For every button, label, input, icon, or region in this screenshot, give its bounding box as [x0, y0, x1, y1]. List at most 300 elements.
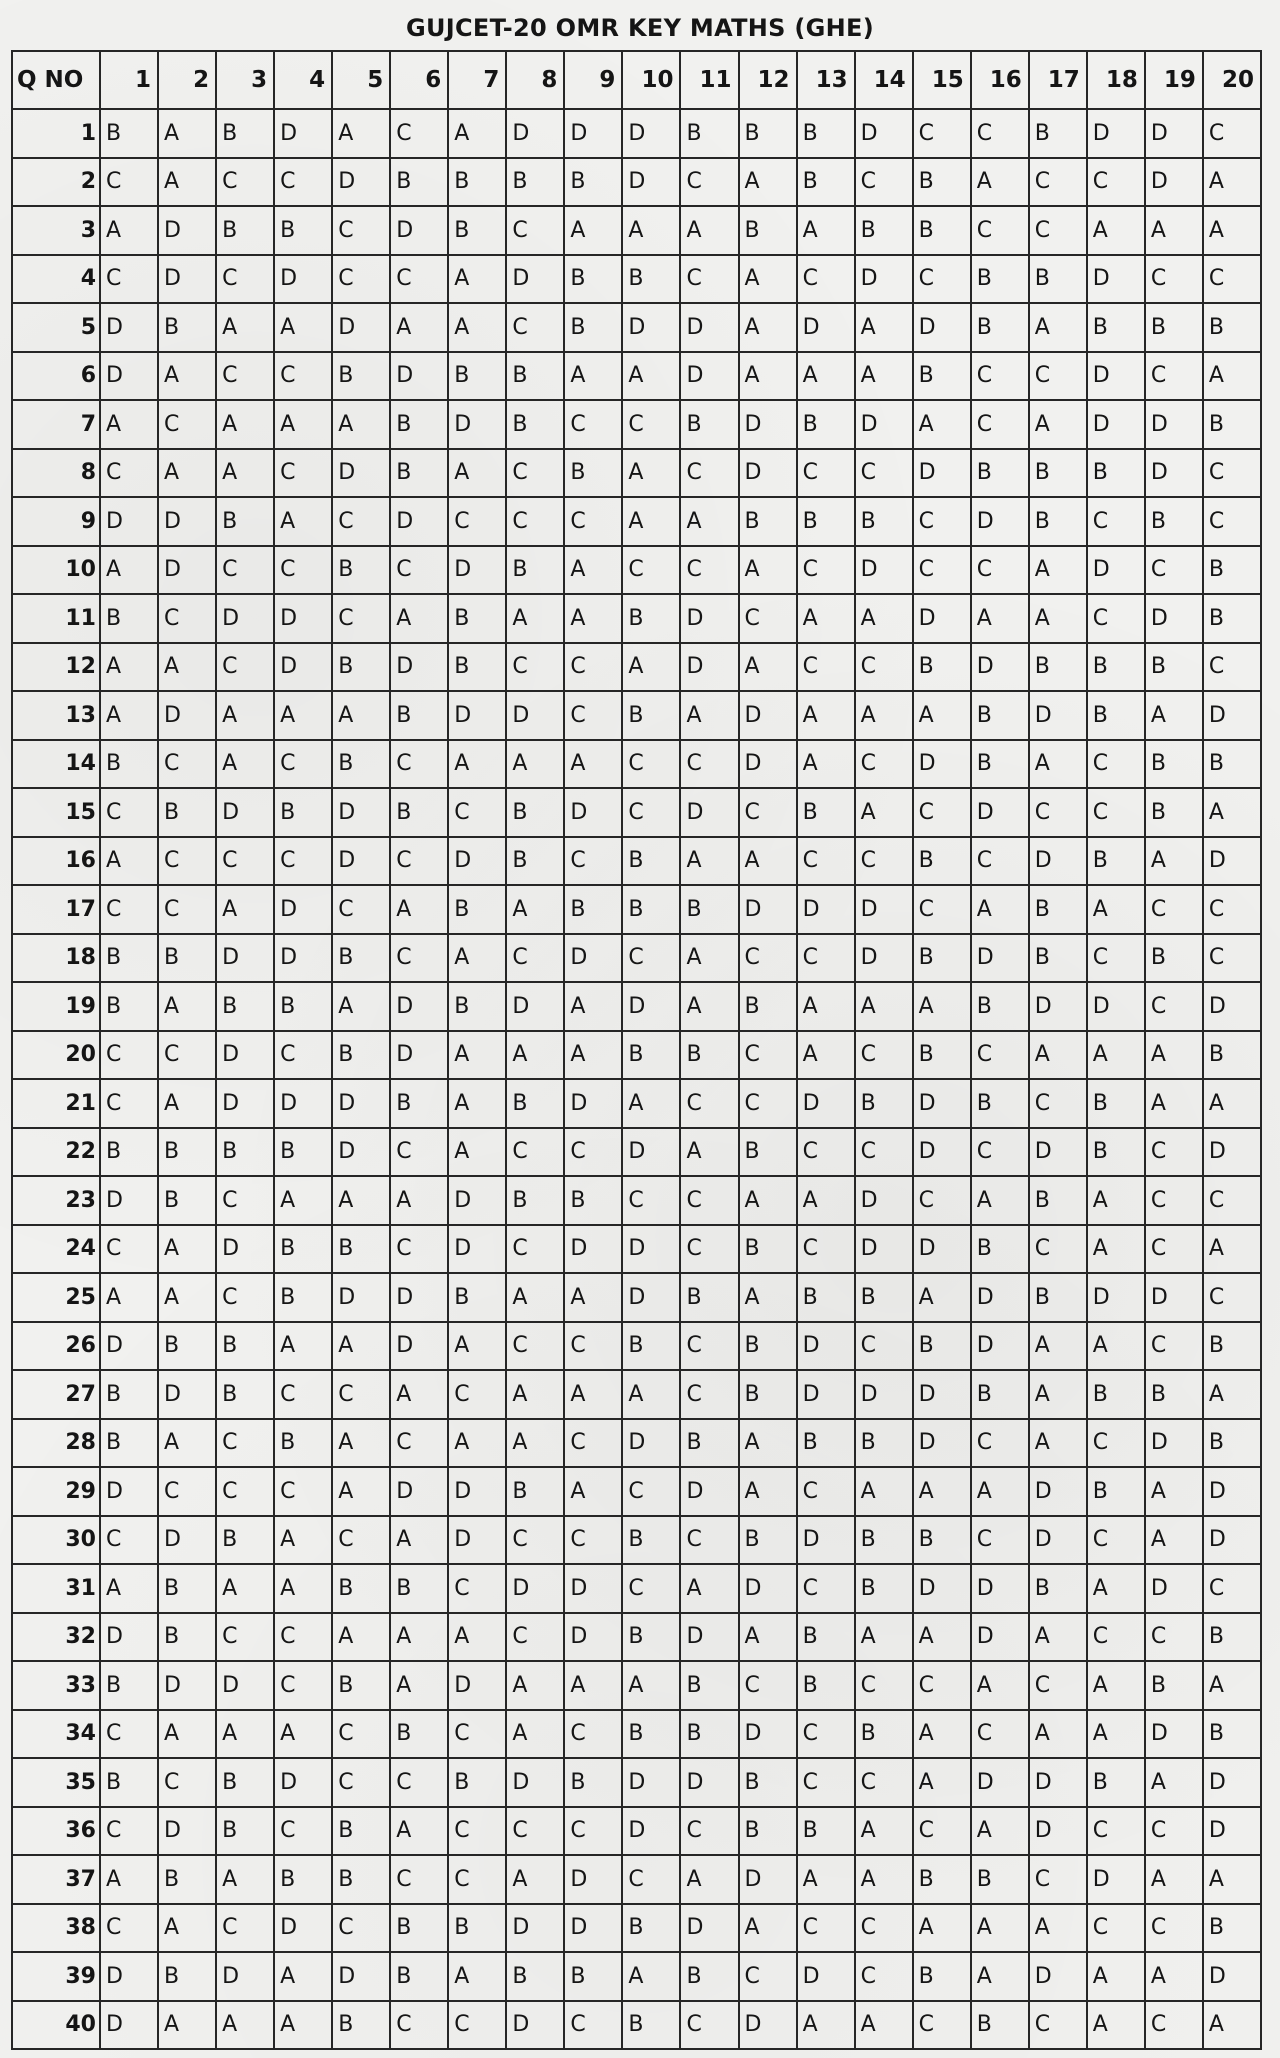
answer-cell: A: [1203, 1079, 1261, 1128]
answer-cell: C: [390, 740, 448, 789]
answer-cell: C: [913, 1661, 971, 1710]
answer-cell: B: [797, 400, 855, 449]
answer-cell: A: [739, 1613, 797, 1662]
answer-cell: B: [216, 206, 274, 255]
answer-cell: A: [274, 1952, 332, 2001]
answer-cell: D: [855, 109, 913, 158]
answer-cell: A: [332, 982, 390, 1031]
answer-cell: C: [216, 546, 274, 595]
answer-cell: A: [1029, 1904, 1087, 1953]
question-number: 5: [12, 303, 100, 352]
answer-cell: B: [448, 352, 506, 401]
answer-cell: C: [622, 1564, 680, 1613]
answer-cell: A: [100, 691, 158, 740]
answer-cell: C: [855, 1128, 913, 1177]
answer-cell: D: [680, 1467, 738, 1516]
answer-cell: A: [564, 594, 622, 643]
answer-cell: D: [855, 1370, 913, 1419]
answer-cell: D: [971, 788, 1029, 837]
answer-cell: B: [622, 1904, 680, 1953]
answer-cell: D: [332, 837, 390, 886]
answer-cell: D: [622, 158, 680, 207]
question-number: 4: [12, 255, 100, 304]
answer-cell: A: [1203, 2001, 1261, 2050]
answer-cell: A: [797, 1176, 855, 1225]
answer-cell: C: [274, 1613, 332, 1662]
answer-cell: C: [274, 1661, 332, 1710]
answer-cell: D: [1087, 352, 1145, 401]
answer-cell: A: [622, 352, 680, 401]
answer-cell: C: [390, 109, 448, 158]
answer-cell: B: [274, 788, 332, 837]
answer-cell: A: [1203, 352, 1261, 401]
table-row: [12, 1176, 1261, 1225]
answer-cell: D: [971, 1322, 1029, 1371]
answer-cell: D: [274, 643, 332, 692]
table-row: [12, 1855, 1261, 1904]
answer-cell: C: [100, 1710, 158, 1759]
answer-cell: C: [680, 1176, 738, 1225]
answer-cell: A: [1029, 1322, 1087, 1371]
answer-cell: B: [1087, 1758, 1145, 1807]
answer-cell: B: [158, 1952, 216, 2001]
question-number: 6: [12, 352, 100, 401]
answer-cell: C: [448, 1370, 506, 1419]
answer-cell: C: [390, 1855, 448, 1904]
answer-cell: B: [100, 109, 158, 158]
answer-cell: C: [506, 643, 564, 692]
answer-cell: C: [1145, 546, 1203, 595]
answer-cell: B: [1087, 1370, 1145, 1419]
set-header-2: 2: [158, 51, 216, 109]
answer-cell: A: [332, 691, 390, 740]
answer-cell: B: [506, 1952, 564, 2001]
answer-cell: C: [855, 837, 913, 886]
answer-cell: A: [680, 837, 738, 886]
answer-cell: B: [913, 1855, 971, 1904]
answer-cell: B: [332, 1564, 390, 1613]
answer-cell: B: [680, 109, 738, 158]
answer-cell: A: [1203, 206, 1261, 255]
answer-cell: C: [216, 643, 274, 692]
answer-cell: C: [1203, 449, 1261, 498]
answer-cell: D: [506, 109, 564, 158]
answer-cell: A: [1145, 206, 1203, 255]
answer-cell: B: [622, 691, 680, 740]
answer-cell: C: [797, 643, 855, 692]
question-number: 31: [12, 1564, 100, 1613]
answer-cell: A: [448, 934, 506, 983]
answer-cell: B: [855, 1273, 913, 1322]
answer-cell: B: [622, 1613, 680, 1662]
answer-cell: D: [855, 546, 913, 595]
answer-cell: A: [564, 546, 622, 595]
answer-cell: C: [158, 400, 216, 449]
question-number: 3: [12, 206, 100, 255]
answer-cell: D: [564, 788, 622, 837]
answer-cell: B: [913, 158, 971, 207]
answer-cell: C: [622, 934, 680, 983]
answer-cell: A: [506, 885, 564, 934]
answer-cell: D: [506, 2001, 564, 2050]
answer-cell: D: [448, 1661, 506, 1710]
answer-cell: A: [216, 400, 274, 449]
answer-cell: B: [1145, 788, 1203, 837]
answer-cell: B: [564, 303, 622, 352]
answer-cell: D: [622, 982, 680, 1031]
table-row: [12, 303, 1261, 352]
answer-cell: B: [1203, 1904, 1261, 1953]
answer-cell: D: [1029, 1952, 1087, 2001]
answer-cell: A: [216, 2001, 274, 2050]
answer-cell: C: [797, 1128, 855, 1177]
answer-cell: D: [1087, 400, 1145, 449]
answer-cell: A: [100, 546, 158, 595]
answer-cell: B: [332, 1031, 390, 1080]
answer-cell: D: [506, 1758, 564, 1807]
set-header-1: 1: [100, 51, 158, 109]
answer-cell: C: [390, 1758, 448, 1807]
answer-cell: A: [739, 255, 797, 304]
answer-cell: A: [971, 1904, 1029, 1953]
answer-cell: B: [971, 691, 1029, 740]
answer-cell: B: [797, 1807, 855, 1856]
answer-cell: A: [216, 449, 274, 498]
answer-cell: A: [1087, 1661, 1145, 1710]
answer-cell: A: [564, 982, 622, 1031]
answer-cell: D: [680, 594, 738, 643]
answer-cell: D: [158, 691, 216, 740]
answer-cell: C: [448, 788, 506, 837]
answer-cell: C: [332, 1370, 390, 1419]
answer-cell: A: [855, 352, 913, 401]
table-row: [12, 1322, 1261, 1371]
answer-cell: D: [855, 885, 913, 934]
answer-cell: C: [680, 546, 738, 595]
table-row: [12, 352, 1261, 401]
answer-cell: D: [622, 1419, 680, 1468]
answer-cell: C: [1145, 255, 1203, 304]
answer-cell: D: [622, 1807, 680, 1856]
answer-cell: D: [1203, 1807, 1261, 1856]
answer-cell: A: [274, 303, 332, 352]
answer-cell: B: [1087, 1128, 1145, 1177]
answer-cell: A: [158, 1904, 216, 1953]
answer-cell: D: [913, 1079, 971, 1128]
answer-cell: A: [216, 885, 274, 934]
answer-cell: A: [448, 1128, 506, 1177]
answer-cell: B: [739, 1807, 797, 1856]
answer-cell: D: [971, 1613, 1029, 1662]
answer-cell: B: [448, 982, 506, 1031]
answer-cell: C: [564, 1128, 622, 1177]
answer-cell: C: [506, 1807, 564, 1856]
answer-cell: B: [274, 206, 332, 255]
answer-cell: C: [913, 788, 971, 837]
answer-cell: D: [1203, 1467, 1261, 1516]
answer-cell: C: [1029, 352, 1087, 401]
answer-cell: A: [158, 1225, 216, 1274]
answer-cell: C: [622, 546, 680, 595]
answer-cell: B: [913, 643, 971, 692]
answer-cell: D: [739, 2001, 797, 2050]
answer-cell: C: [797, 1758, 855, 1807]
answer-cell: D: [390, 643, 448, 692]
answer-cell: A: [158, 1273, 216, 1322]
answer-cell: B: [216, 497, 274, 546]
answer-cell: C: [564, 837, 622, 886]
answer-cell: C: [622, 1855, 680, 1904]
answer-cell: B: [971, 982, 1029, 1031]
answer-cell: D: [216, 1225, 274, 1274]
answer-cell: B: [622, 255, 680, 304]
answer-cell: C: [390, 837, 448, 886]
answer-cell: C: [680, 740, 738, 789]
answer-cell: B: [1029, 497, 1087, 546]
question-number: 22: [12, 1128, 100, 1177]
answer-cell: D: [100, 1613, 158, 1662]
answer-cell: B: [506, 837, 564, 886]
answer-cell: C: [855, 1758, 913, 1807]
table-row: [12, 109, 1261, 158]
answer-cell: B: [1029, 885, 1087, 934]
answer-cell: D: [506, 982, 564, 1031]
answer-cell: C: [274, 158, 332, 207]
answer-cell: B: [158, 934, 216, 983]
question-number: 1: [12, 109, 100, 158]
answer-cell: D: [564, 109, 622, 158]
table-row: [12, 1758, 1261, 1807]
answer-cell: B: [1087, 691, 1145, 740]
answer-cell: A: [971, 1661, 1029, 1710]
answer-cell: B: [390, 1710, 448, 1759]
answer-cell: B: [680, 1710, 738, 1759]
answer-cell: C: [564, 2001, 622, 2050]
set-header-16: 16: [971, 51, 1029, 109]
answer-cell: D: [564, 1079, 622, 1128]
answer-cell: C: [971, 1128, 1029, 1177]
answer-cell: C: [216, 1613, 274, 1662]
answer-cell: C: [564, 1710, 622, 1759]
answer-cell: A: [216, 740, 274, 789]
answer-cell: C: [564, 691, 622, 740]
answer-cell: B: [448, 1904, 506, 1953]
answer-cell: B: [622, 1516, 680, 1565]
answer-cell: C: [506, 497, 564, 546]
question-number: 14: [12, 740, 100, 789]
answer-cell: B: [448, 885, 506, 934]
table-row: [12, 1710, 1261, 1759]
answer-cell: B: [332, 352, 390, 401]
set-header-14: 14: [855, 51, 913, 109]
answer-cell: D: [971, 643, 1029, 692]
answer-cell: A: [739, 1904, 797, 1953]
answer-cell: D: [390, 352, 448, 401]
answer-cell: C: [216, 837, 274, 886]
table-row: [12, 1419, 1261, 1468]
answer-cell: D: [100, 352, 158, 401]
answer-cell: D: [1145, 449, 1203, 498]
answer-cell: C: [971, 837, 1029, 886]
table-row: [12, 1807, 1261, 1856]
answer-cell: D: [622, 1128, 680, 1177]
answer-cell: B: [855, 1079, 913, 1128]
answer-cell: C: [855, 643, 913, 692]
answer-cell: A: [564, 1370, 622, 1419]
answer-cell: B: [158, 1855, 216, 1904]
answer-cell: C: [739, 788, 797, 837]
answer-cell: D: [390, 1322, 448, 1371]
answer-cell: A: [855, 1613, 913, 1662]
answer-cell: B: [739, 1225, 797, 1274]
answer-cell: B: [1087, 837, 1145, 886]
answer-cell: A: [100, 1273, 158, 1322]
answer-cell: D: [564, 1855, 622, 1904]
answer-cell: B: [390, 400, 448, 449]
question-number: 37: [12, 1855, 100, 1904]
answer-cell: A: [1029, 546, 1087, 595]
answer-cell: C: [216, 1904, 274, 1953]
answer-cell: A: [739, 158, 797, 207]
answer-cell: B: [622, 1322, 680, 1371]
answer-cell: C: [622, 400, 680, 449]
answer-cell: C: [1145, 1225, 1203, 1274]
answer-cell: B: [1029, 1273, 1087, 1322]
answer-cell: D: [158, 206, 216, 255]
answer-cell: A: [274, 1516, 332, 1565]
answer-cell: D: [680, 643, 738, 692]
answer-cell: A: [1029, 1031, 1087, 1080]
answer-cell: B: [506, 1079, 564, 1128]
answer-cell: C: [564, 1419, 622, 1468]
qno-header: Q NO: [12, 51, 100, 109]
question-number: 40: [12, 2001, 100, 2050]
answer-cell: A: [971, 594, 1029, 643]
answer-cell: D: [1145, 158, 1203, 207]
answer-cell: D: [680, 1613, 738, 1662]
answer-cell: D: [564, 1613, 622, 1662]
question-number: 27: [12, 1370, 100, 1419]
answer-cell: C: [274, 1807, 332, 1856]
question-number: 28: [12, 1419, 100, 1468]
answer-cell: C: [100, 1079, 158, 1128]
answer-cell: B: [216, 982, 274, 1031]
answer-cell: A: [332, 1613, 390, 1662]
answer-cell: D: [448, 400, 506, 449]
answer-cell: A: [797, 206, 855, 255]
question-number: 23: [12, 1176, 100, 1225]
answer-cell: B: [739, 982, 797, 1031]
answer-cell: A: [564, 1467, 622, 1516]
answer-cell: B: [1029, 934, 1087, 983]
answer-cell: D: [390, 1273, 448, 1322]
answer-cell: A: [158, 109, 216, 158]
answer-cell: D: [216, 1952, 274, 2001]
answer-cell: B: [216, 109, 274, 158]
question-number: 26: [12, 1322, 100, 1371]
answer-cell: C: [564, 1516, 622, 1565]
answer-cell: D: [216, 1661, 274, 1710]
set-header-3: 3: [216, 51, 274, 109]
answer-cell: C: [158, 1758, 216, 1807]
answer-cell: B: [100, 594, 158, 643]
answer-cell: B: [739, 206, 797, 255]
answer-cell: C: [1029, 158, 1087, 207]
answer-cell: C: [216, 352, 274, 401]
answer-cell: D: [448, 1176, 506, 1225]
answer-cell: C: [1087, 1904, 1145, 1953]
answer-cell: A: [274, 2001, 332, 2050]
answer-cell: C: [971, 546, 1029, 595]
answer-cell: D: [1145, 109, 1203, 158]
answer-cell: A: [1087, 1031, 1145, 1080]
answer-cell: C: [506, 303, 564, 352]
answer-cell: A: [332, 1467, 390, 1516]
answer-cell: C: [100, 1225, 158, 1274]
answer-cell: A: [913, 691, 971, 740]
answer-cell: A: [332, 109, 390, 158]
answer-cell: D: [622, 1758, 680, 1807]
set-header-12: 12: [739, 51, 797, 109]
answer-cell: D: [158, 1516, 216, 1565]
answer-cell: B: [390, 691, 448, 740]
answer-cell: C: [448, 2001, 506, 2050]
answer-cell: A: [622, 1370, 680, 1419]
answer-cell: A: [1087, 1176, 1145, 1225]
answer-cell: A: [274, 400, 332, 449]
question-number: 38: [12, 1904, 100, 1953]
answer-cell: D: [1203, 837, 1261, 886]
table-row: [12, 1273, 1261, 1322]
answer-cell: D: [448, 546, 506, 595]
question-number: 29: [12, 1467, 100, 1516]
answer-cell: D: [158, 255, 216, 304]
answer-cell: A: [739, 1273, 797, 1322]
table-row: [12, 594, 1261, 643]
answer-cell: D: [506, 1564, 564, 1613]
answer-cell: A: [855, 1855, 913, 1904]
answer-cell: B: [622, 594, 680, 643]
answer-cell: B: [680, 1273, 738, 1322]
table-row: [12, 1467, 1261, 1516]
answer-cell: A: [332, 400, 390, 449]
answer-cell: C: [1087, 1807, 1145, 1856]
answer-cell: B: [971, 255, 1029, 304]
question-number: 33: [12, 1661, 100, 1710]
answer-cell: B: [158, 1176, 216, 1225]
answer-cell: D: [100, 497, 158, 546]
question-number: 34: [12, 1710, 100, 1759]
answer-cell: D: [1029, 1516, 1087, 1565]
answer-cell: A: [1029, 303, 1087, 352]
answer-cell: B: [1087, 303, 1145, 352]
answer-cell: C: [1203, 497, 1261, 546]
answer-cell: D: [390, 982, 448, 1031]
answer-cell: B: [1087, 1079, 1145, 1128]
answer-cell: C: [622, 740, 680, 789]
answer-cell: A: [1087, 885, 1145, 934]
answer-cell: A: [506, 1710, 564, 1759]
answer-cell: A: [680, 1128, 738, 1177]
question-number: 39: [12, 1952, 100, 2001]
answer-cell: D: [680, 303, 738, 352]
answer-cell: B: [158, 1564, 216, 1613]
answer-cell: B: [1203, 546, 1261, 595]
answer-cell: B: [100, 1128, 158, 1177]
answer-cell: A: [680, 1855, 738, 1904]
answer-cell: B: [855, 497, 913, 546]
answer-cell: B: [390, 158, 448, 207]
